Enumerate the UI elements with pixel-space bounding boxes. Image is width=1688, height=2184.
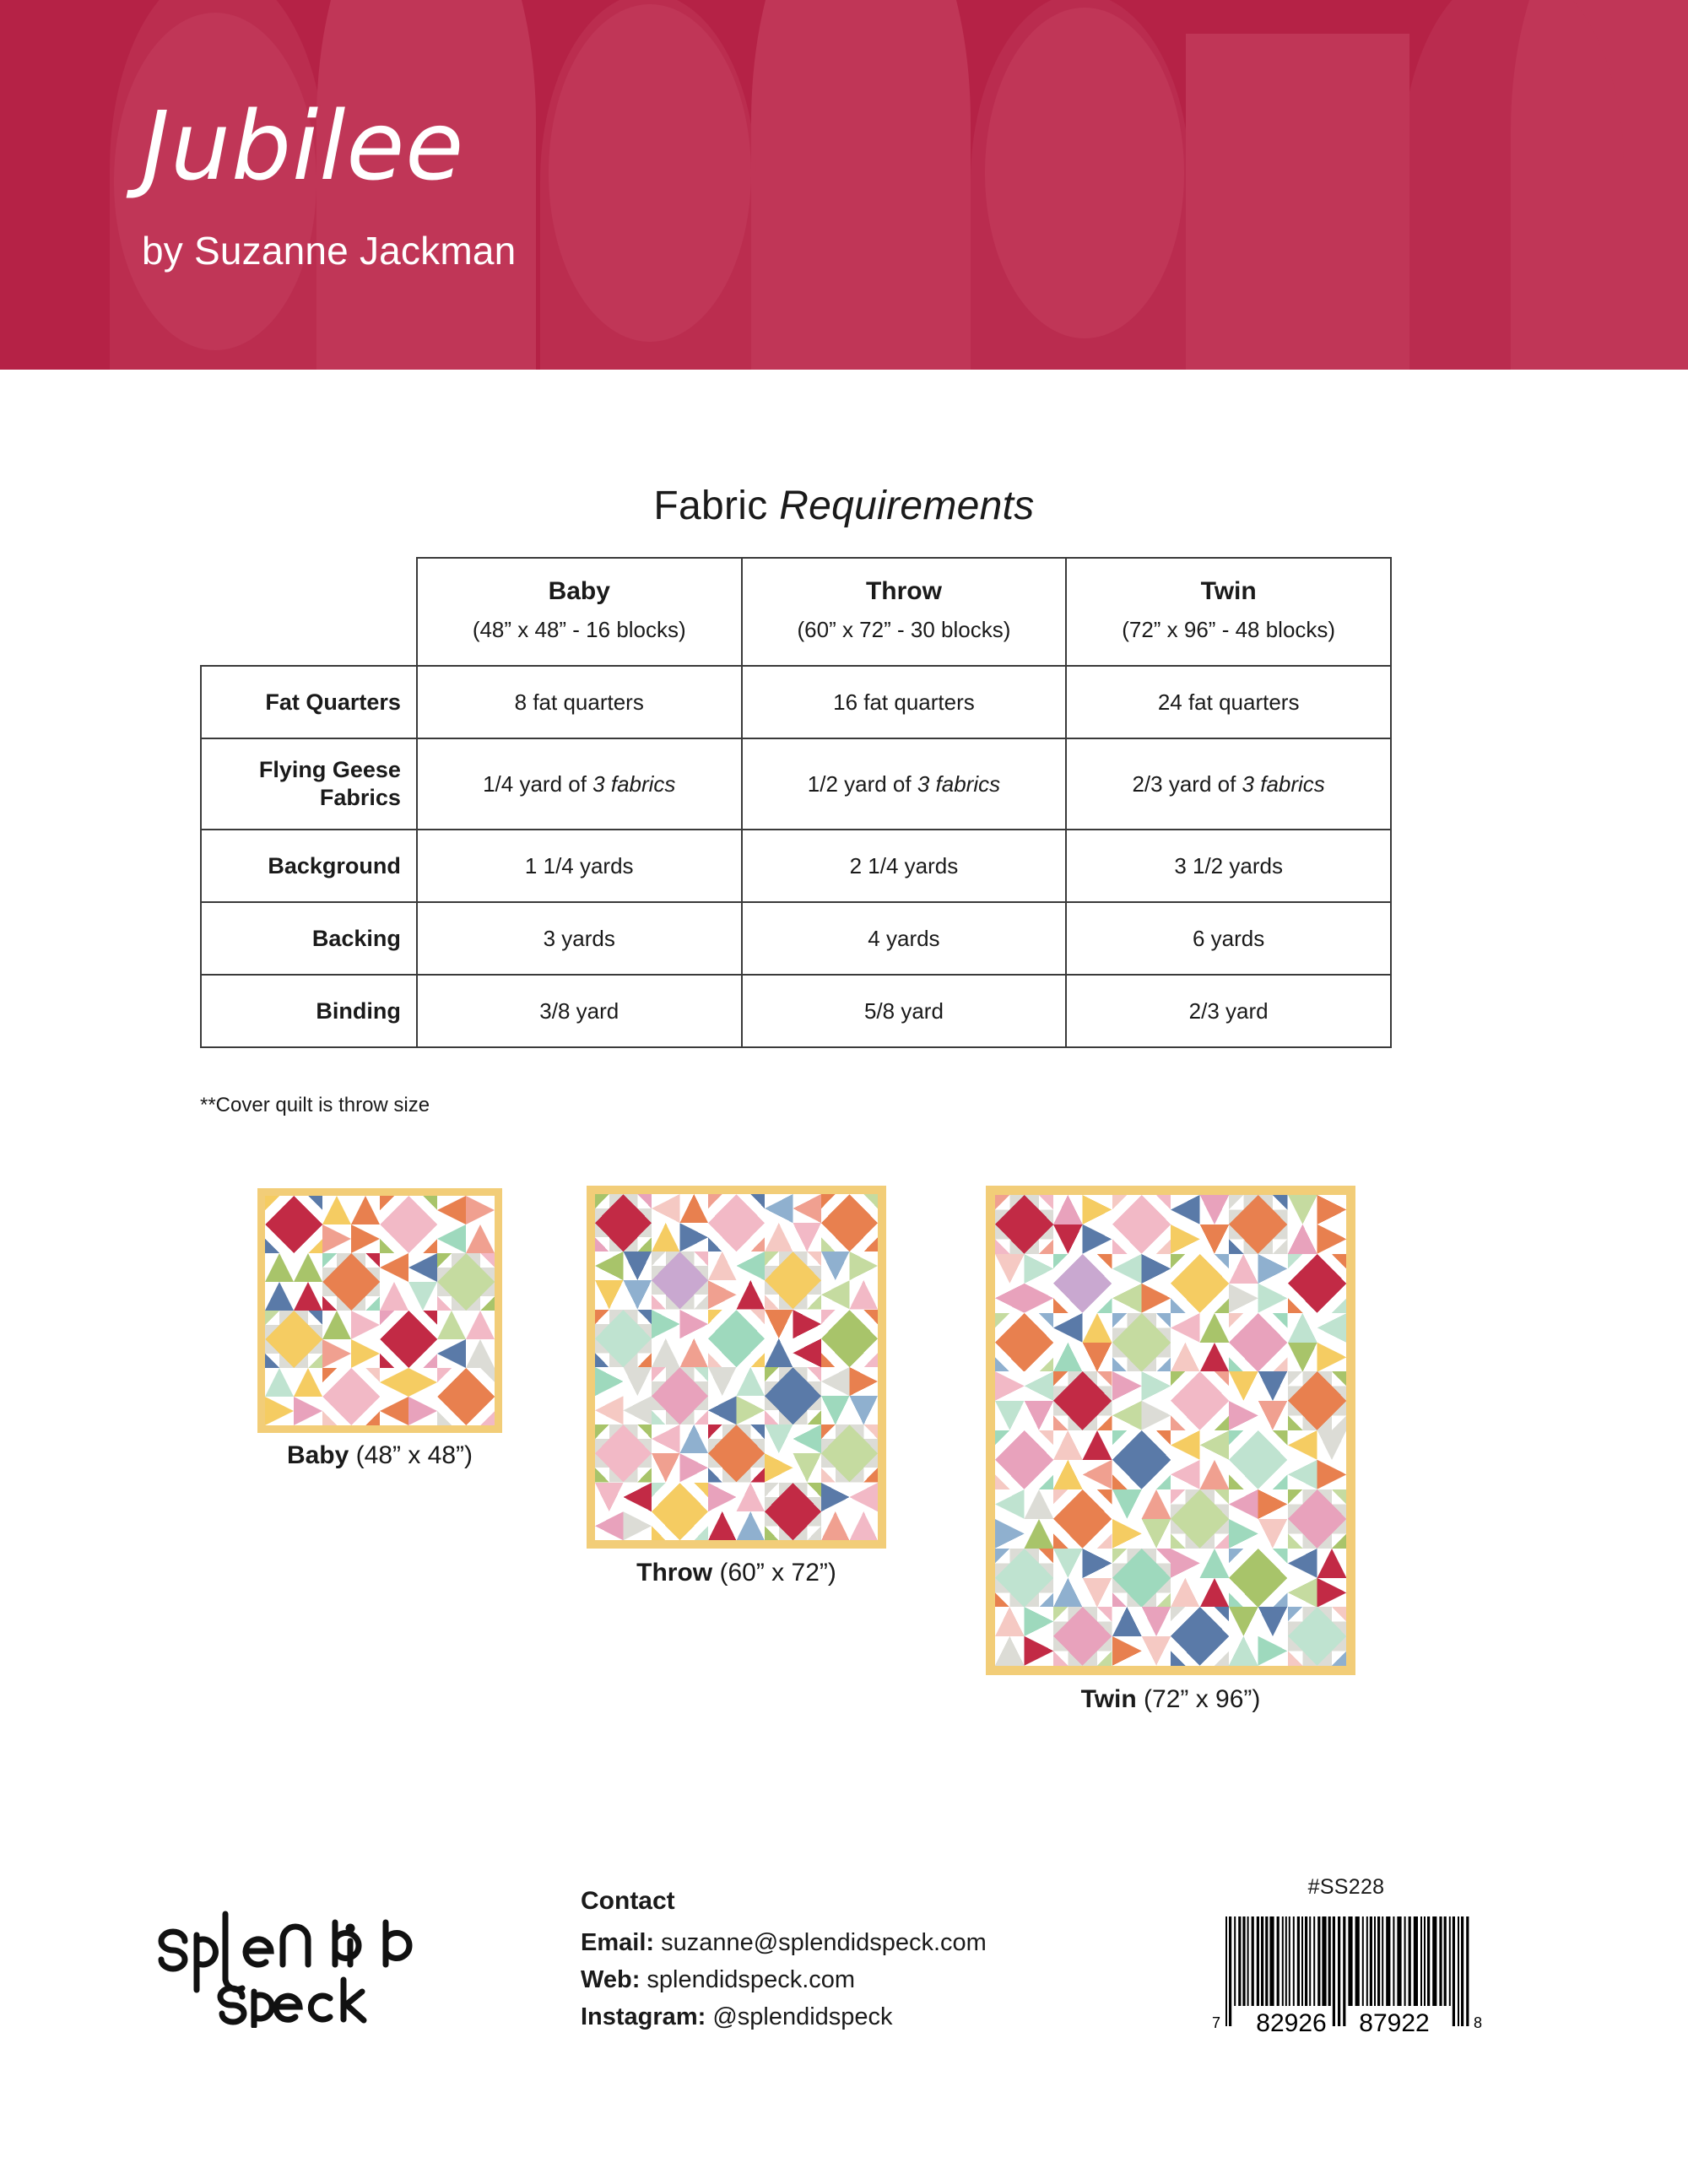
svg-text:82926: 82926 [1256,2009,1327,2033]
column-name-baby: Baby [548,577,610,605]
quilt-block [821,1483,878,1540]
quilt-caption-baby [257,1441,502,1470]
column-header-throw [742,558,1067,666]
quilt-block [1053,1607,1112,1666]
quilt-block [1288,1489,1346,1549]
row-label-background: Background [201,830,417,902]
cell-flying-geese-throw [742,738,1067,830]
quilt-block [821,1367,878,1424]
quilt-name-throw: Throw [636,1559,713,1587]
quilt-caption-throw [587,1559,886,1587]
table-row [201,902,1391,975]
column-header-baby [417,558,742,666]
contact-row-web [581,1961,987,1998]
cell-emphasis: 3 fabrics [1242,770,1325,797]
cell-fat-quarters-baby: 8 fat quarters [417,666,742,738]
quilt-block [652,1251,708,1309]
column-name-throw: Throw [865,577,942,605]
section-title [0,483,1688,529]
table-row [201,975,1391,1047]
quilt-diagram-baby [257,1188,502,1469]
quilt-block [1171,1549,1229,1608]
quilt-block [1112,1313,1171,1372]
quilt-block [1229,1371,1287,1430]
quilt-block [1053,1313,1112,1372]
quilt-block [265,1196,322,1253]
fabric-requirements-table [200,557,1392,1048]
cell-emphasis: 3 fabrics [917,770,1001,797]
quilt-block [265,1311,322,1368]
quilt-block [1112,1371,1171,1430]
quilt-block [1053,1430,1112,1489]
contact-row-instagram [581,1998,987,2035]
cell-background-baby: 1 1/4 yards [417,830,742,902]
cell-flying-geese-twin [1066,738,1391,830]
quilt-block [1171,1371,1229,1430]
quilt-block [765,1194,821,1251]
sku-number: #SS228 [1307,1875,1385,1899]
svg-text:87922: 87922 [1359,2009,1430,2033]
contact-row-email [581,1924,987,1961]
row-label-flying-geese-fabrics [201,738,417,830]
quilt-block [821,1194,878,1251]
quilt-grid-throw [595,1194,878,1540]
quilt-block [1229,1549,1287,1608]
quilt-border-throw [587,1186,886,1549]
contact-heading: Contact [581,1887,675,1915]
table-row [201,666,1391,738]
cell-backing-baby: 3 yards [417,902,742,975]
quilt-block [765,1251,821,1309]
contact-label-email: Email: [581,1928,662,1956]
cell-flying-geese-baby [417,738,742,830]
quilt-block [1288,1430,1346,1489]
barcode-svg [1207,1906,1485,2033]
cell-emphasis: 3 fabrics [592,770,676,797]
page-title: Jubilee [142,92,465,202]
quilt-block [595,1483,652,1540]
quilt-diagram-twin [986,1186,1355,1713]
quilt-block [1112,1489,1171,1549]
quilt-block [1229,1489,1287,1549]
quilt-block [595,1194,652,1251]
quilt-block [1288,1371,1346,1430]
quilt-block [708,1310,765,1367]
quilt-block [1112,1430,1171,1489]
quilt-block [821,1424,878,1482]
quilt-block [1112,1549,1171,1608]
column-dims-twin: (72” x 96” - 48 blocks) [1122,617,1336,642]
quilt-block [1053,1549,1112,1608]
quilt-block [1288,1195,1346,1254]
quilt-block [1171,1607,1229,1666]
quilt-block [708,1424,765,1482]
quilt-block [708,1194,765,1251]
quilt-block [1171,1254,1229,1313]
quilt-caption-twin [986,1685,1355,1714]
quilt-block [1171,1195,1229,1254]
contact-label-instagram: Instagram: [581,2003,713,2030]
quilt-block [437,1196,495,1253]
quilt-block [995,1430,1053,1489]
quilt-block [995,1313,1053,1372]
cell-backing-twin: 6 yards [1066,902,1391,975]
quilt-block [380,1311,437,1368]
cell-text: 1/4 yard of [483,770,593,797]
quilt-block [1053,1195,1112,1254]
quilt-block [652,1310,708,1367]
column-header-twin [1066,558,1391,666]
contact-info [581,1882,987,2035]
quilt-block [265,1253,322,1311]
cell-fat-quarters-twin: 24 fat quarters [1066,666,1391,738]
quilt-grid-twin [995,1195,1346,1666]
quilt-block [765,1424,821,1482]
table-header-row [201,558,1391,666]
quilt-block [995,1254,1053,1313]
section-title-part1: Fabric [653,484,780,528]
row-label-binding: Binding [201,975,417,1047]
quilt-name-twin: Twin [1080,1685,1137,1713]
column-dims-baby: (48” x 48” - 16 blocks) [472,617,686,642]
quilt-block [437,1368,495,1425]
quilt-block [995,1607,1053,1666]
quilt-diagram-throw [587,1186,886,1587]
contact-label-web: Web: [581,1965,647,1993]
quilt-block [995,1371,1053,1430]
quilt-block [595,1251,652,1309]
quilt-block [1288,1607,1346,1666]
quilt-block [1288,1254,1346,1313]
quilt-block [1053,1371,1112,1430]
svg-text:7: 7 [1212,2014,1221,2031]
row-label-line2: Fabrics [319,785,401,810]
quilt-block [1053,1254,1112,1313]
quilt-dims-throw: (60” x 72”) [719,1559,836,1587]
quilt-dims-baby: (48” x 48”) [355,1441,473,1469]
contact-value-email[interactable]: suzanne@splendidspeck.com [661,1928,987,1956]
quilt-block [1112,1607,1171,1666]
quilt-block [1229,1313,1287,1372]
row-label-fat-quarters: Fat Quarters [201,666,417,738]
quilt-block [995,1549,1053,1608]
quilt-block [765,1310,821,1367]
quilt-block [322,1368,380,1425]
quilt-block [1053,1489,1112,1549]
brand-logo [148,1889,426,2028]
quilt-block [380,1196,437,1253]
cell-backing-throw: 4 yards [742,902,1067,975]
row-label-line1: Flying Geese [258,757,401,783]
quilt-block [821,1310,878,1367]
row-label-backing: Backing [201,902,417,975]
quilt-block [322,1311,380,1368]
quilt-border-twin [986,1186,1355,1675]
contact-value-instagram[interactable]: @splendidspeck [712,2003,893,2030]
contact-value-web[interactable]: splendidspeck.com [647,1965,856,1993]
quilt-name-baby: Baby [286,1441,349,1469]
quilt-block [821,1251,878,1309]
header-text-group [142,92,517,273]
quilt-block [437,1311,495,1368]
cell-fat-quarters-throw: 16 fat quarters [742,666,1067,738]
table-footnote: **Cover quilt is throw size [200,1094,430,1116]
svg-text:8: 8 [1474,2014,1483,2031]
quilt-block [1112,1254,1171,1313]
quilt-block [380,1368,437,1425]
quilt-block [1288,1549,1346,1608]
barcode-block [1207,1875,1485,2033]
table-corner-cell [201,558,417,666]
cell-background-throw: 2 1/4 yards [742,830,1067,902]
cell-binding-baby: 3/8 yard [417,975,742,1047]
quilt-block [265,1368,322,1425]
upc-barcode [1207,1906,1485,2033]
quilt-block [1229,1430,1287,1489]
quilt-block [1171,1430,1229,1489]
quilt-block [595,1424,652,1482]
logo-dot-icon [346,1924,355,1933]
column-dims-throw: (60” x 72” - 30 blocks) [797,617,1011,642]
quilt-block [1112,1195,1171,1254]
quilt-block [708,1483,765,1540]
quilt-block [1171,1313,1229,1372]
quilt-block [652,1424,708,1482]
cell-binding-twin: 2/3 yard [1066,975,1391,1047]
table-row [201,830,1391,902]
cell-text: 2/3 yard of [1132,770,1242,797]
column-name-twin: Twin [1200,577,1257,605]
quilt-block [708,1251,765,1309]
quilt-block [595,1367,652,1424]
quilt-block [1229,1607,1287,1666]
cell-background-twin: 3 1/2 yards [1066,830,1391,902]
quilt-block [652,1367,708,1424]
quilt-block [1229,1254,1287,1313]
quilt-border-baby [257,1188,502,1433]
quilt-block [995,1489,1053,1549]
quilt-block [765,1483,821,1540]
quilt-block [708,1367,765,1424]
table-row [201,738,1391,830]
quilt-block [437,1253,495,1311]
quilt-block [322,1196,380,1253]
author-byline: by Suzanne Jackman [142,229,517,273]
quilt-block [652,1483,708,1540]
quilt-block [652,1194,708,1251]
quilt-block [322,1253,380,1311]
quilt-block [1229,1195,1287,1254]
quilt-block [380,1253,437,1311]
quilt-block [765,1367,821,1424]
header-banner [0,0,1688,370]
quilt-block [995,1195,1053,1254]
quilt-dims-twin: (72” x 96”) [1144,1685,1261,1713]
cell-binding-throw: 5/8 yard [742,975,1067,1047]
splendid-speck-logo-mark [148,1889,426,2028]
quilt-block [1288,1313,1346,1372]
section-title-part2: Requirements [779,484,1035,528]
quilt-block [1171,1489,1229,1549]
quilt-block [595,1310,652,1367]
quilt-grid-baby [265,1196,495,1425]
cell-text: 1/2 yard of [807,770,917,797]
